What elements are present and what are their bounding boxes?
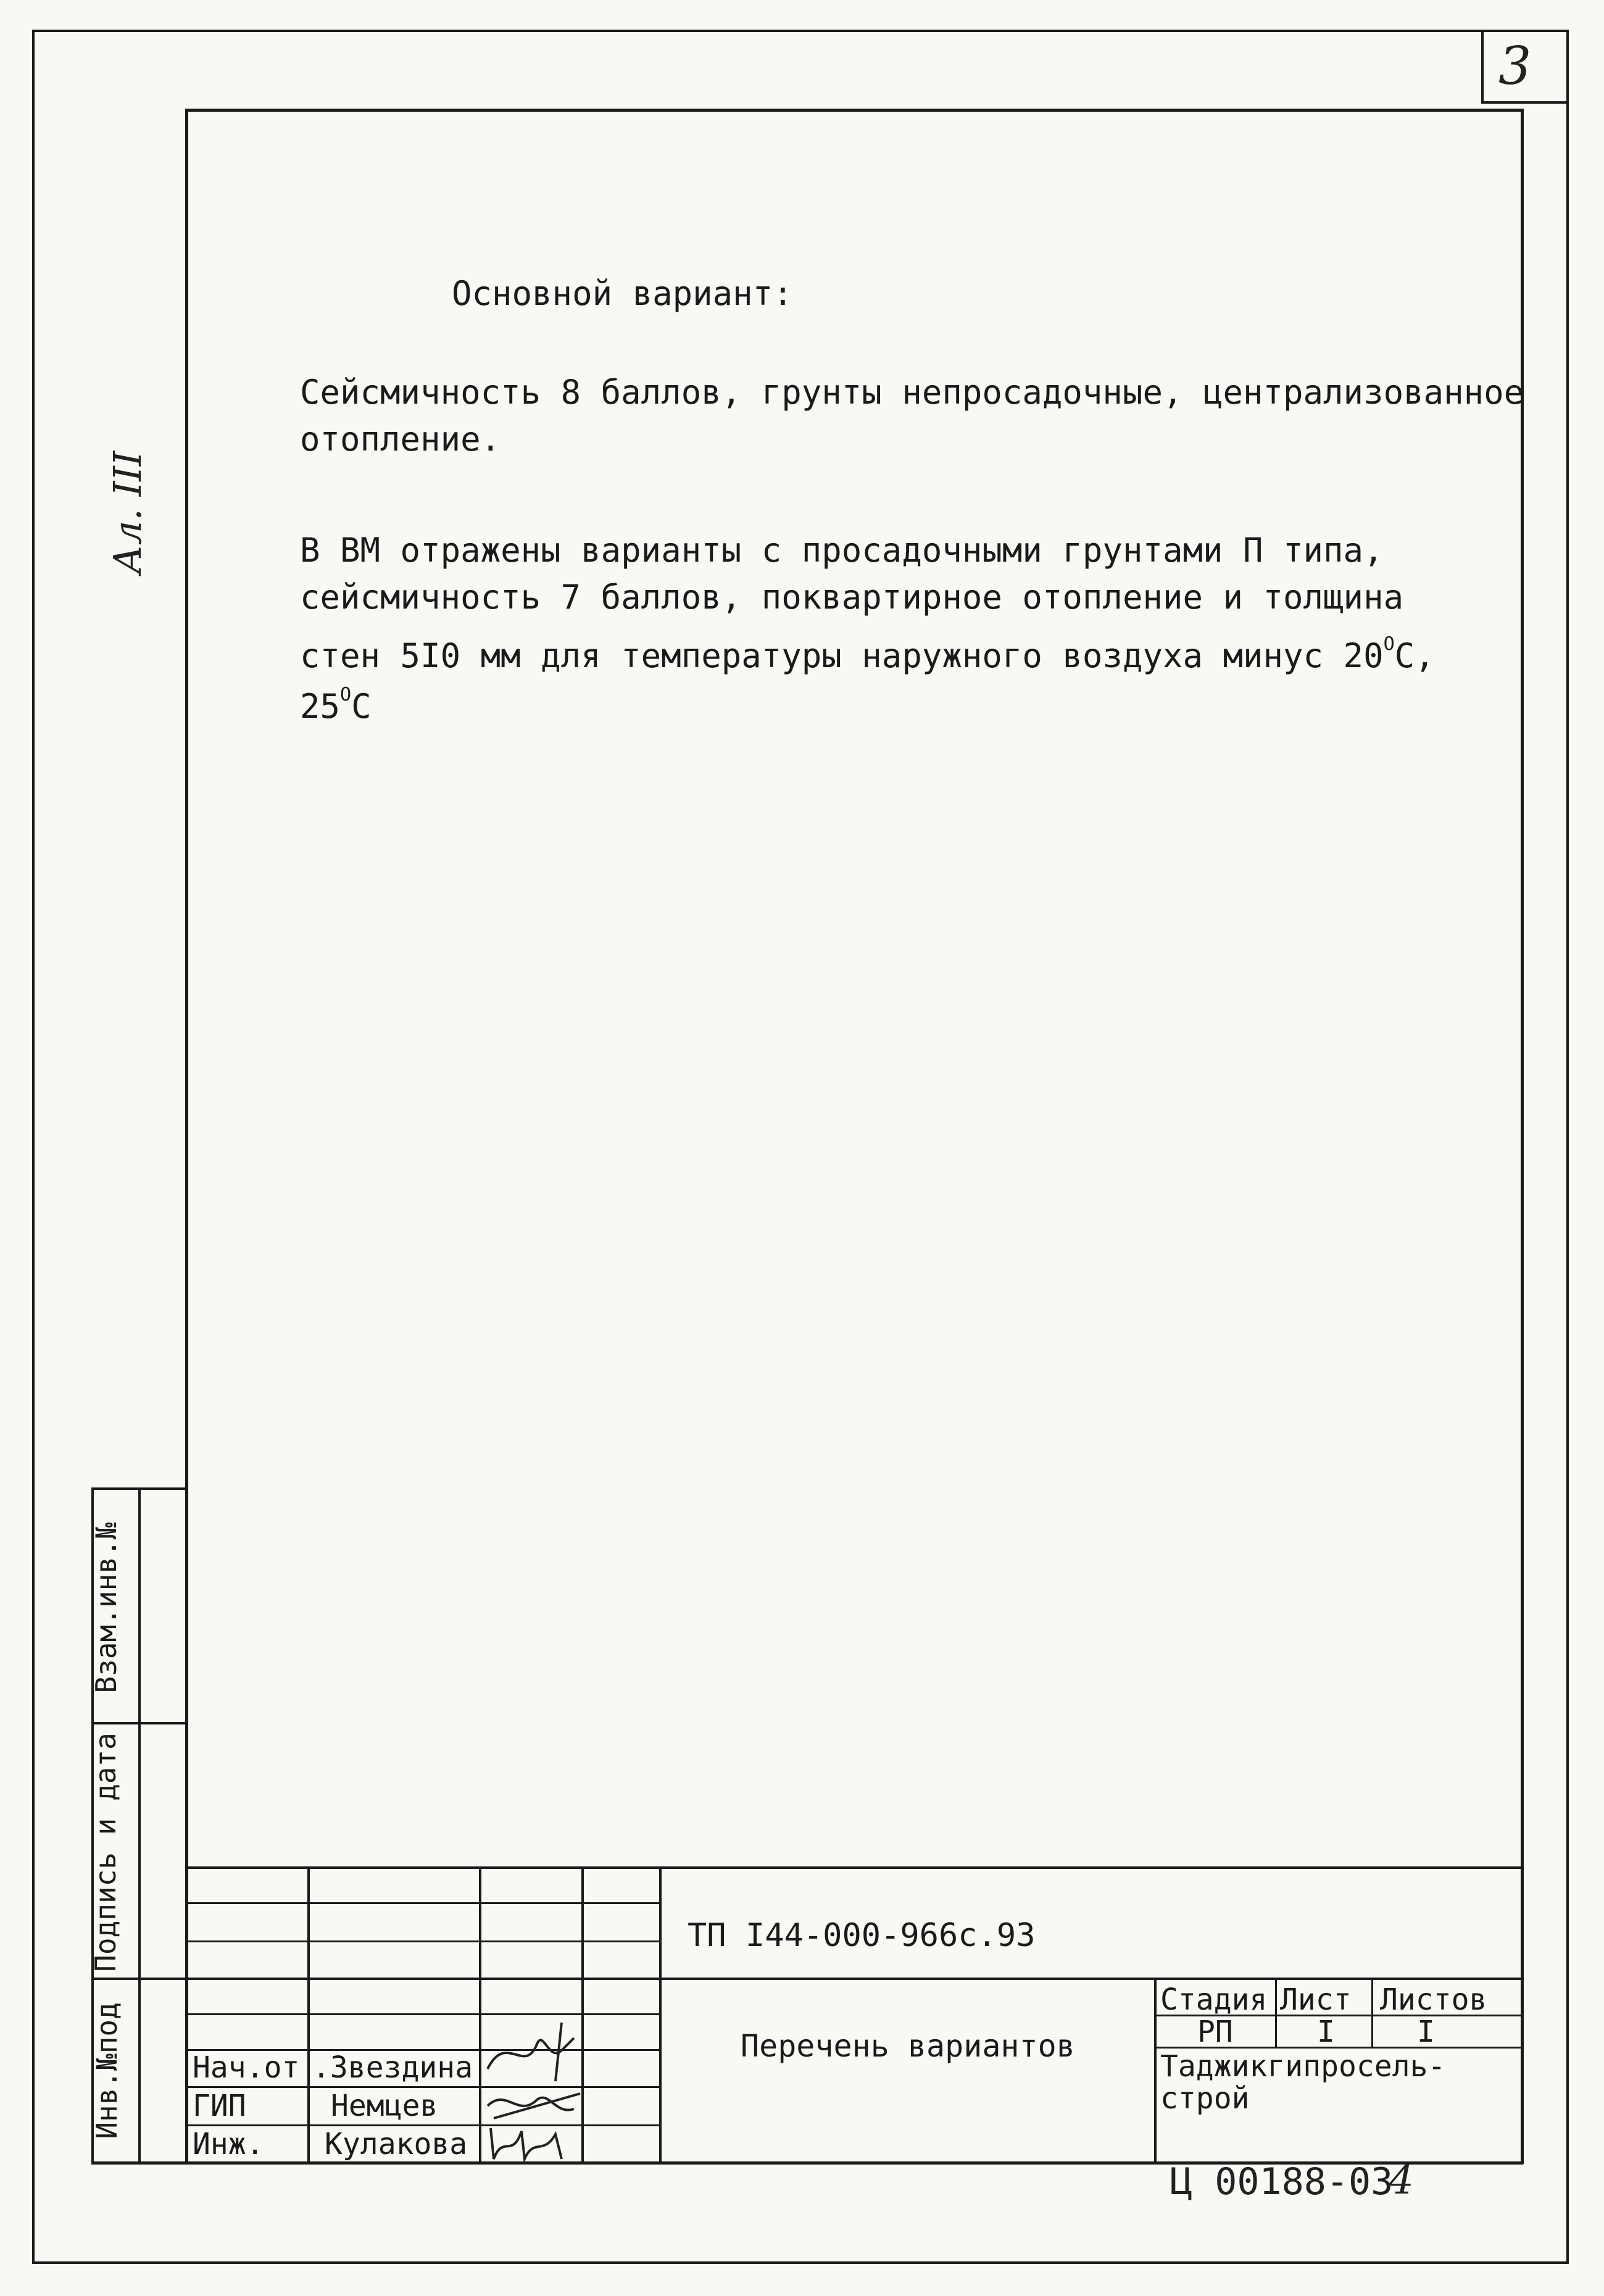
tb-vline-5 — [1154, 1978, 1157, 2163]
stage-value: РП — [1197, 2015, 1233, 2049]
tb-left-rows-1 — [185, 1902, 660, 1904]
frame-left — [185, 109, 188, 2164]
side-stamp-vzam-inv: Взам.инв.№ — [89, 1522, 123, 1694]
stage-header: Стадия — [1160, 1982, 1268, 2017]
signer-role-1: Нач.от — [193, 2050, 300, 2085]
tb-stage-col-2 — [1371, 1978, 1373, 2048]
doc-title: Перечень вариантов — [741, 2028, 1075, 2064]
page-number-box-left — [1481, 30, 1484, 102]
outer-frame-right — [1566, 30, 1569, 2264]
page-number-box-bottom — [1481, 101, 1568, 104]
signer-name-3: Кулакова — [325, 2127, 468, 2161]
tb-mid — [185, 1978, 1523, 1980]
side-stamp-podpis-data: Подпись и дата — [89, 1732, 122, 1972]
signer-name-1: .Звездина — [312, 2050, 473, 2085]
para1-line2: отопление. — [300, 420, 501, 459]
sheet-header: Лист — [1280, 1982, 1352, 2017]
page-number: 3 — [1498, 36, 1532, 96]
outer-frame-bottom — [32, 2261, 1569, 2264]
signature-1 — [481, 2019, 586, 2087]
tb-left-rows-3 — [185, 2013, 660, 2015]
para2-line1: В ВМ отражены варианты с просадочными грунтами П типа, — [300, 531, 1384, 570]
degree-mark: О — [1383, 633, 1395, 655]
sheet-value: I — [1317, 2015, 1335, 2049]
sheets-header: Листов — [1380, 1982, 1487, 2017]
para2-line4 — [300, 672, 372, 730]
para2-line3-text: стен 5I0 мм для температуры наружного воздуха минус 20 — [300, 636, 1384, 675]
organization-line2: строй — [1160, 2081, 1250, 2116]
tb-left-rows-5 — [185, 2086, 660, 2088]
tb-stage-col-1 — [1275, 1978, 1277, 2048]
degree-mark-2: О — [340, 684, 352, 705]
doc-code: ТП I44-000-966с.93 — [688, 1917, 1036, 1954]
signer-name-2: Немцев — [331, 2089, 438, 2123]
celsius-unit-2: С — [351, 687, 372, 726]
tb-vline-1 — [307, 1866, 310, 2163]
signer-role-3: Инж. — [193, 2127, 264, 2161]
frame-right — [1521, 109, 1524, 2164]
tb-top — [185, 1866, 1523, 1869]
margin-handwriting: Ал. III — [105, 451, 150, 574]
tb-left-rows-2 — [185, 1940, 660, 1942]
side-stamp-inv-podl: Инв.№под — [90, 2002, 123, 2139]
outer-frame-top — [32, 30, 1569, 32]
tb-vline-4 — [659, 1866, 662, 2163]
signer-role-2: ГИП — [193, 2089, 246, 2123]
signature-3 — [481, 2122, 586, 2165]
para2-line3 — [300, 621, 1435, 680]
para2-line4-text: 25 — [300, 687, 341, 726]
organization-line1: Таджикгипросель- — [1160, 2049, 1446, 2084]
outer-frame-left — [32, 30, 35, 2263]
archive-number: Ц 00188-03 — [1170, 2160, 1394, 2203]
frame-top — [185, 109, 1523, 112]
sheets-value: I — [1417, 2015, 1435, 2049]
para1-line1: Сейсмичность 8 баллов, грунты непросадочные, централизованное — [300, 373, 1524, 412]
para2-line2: сейсмичность 7 баллов, поквартирное отопление и толщина — [300, 578, 1404, 617]
heading-main-variant: Основной вариант: — [452, 274, 793, 313]
celsius-unit-1: С, — [1394, 636, 1435, 675]
side-stamp-inner-left — [138, 1487, 141, 2164]
archive-suffix: 4 — [1389, 2158, 1414, 2203]
tb-left-rows-6 — [185, 2124, 660, 2126]
